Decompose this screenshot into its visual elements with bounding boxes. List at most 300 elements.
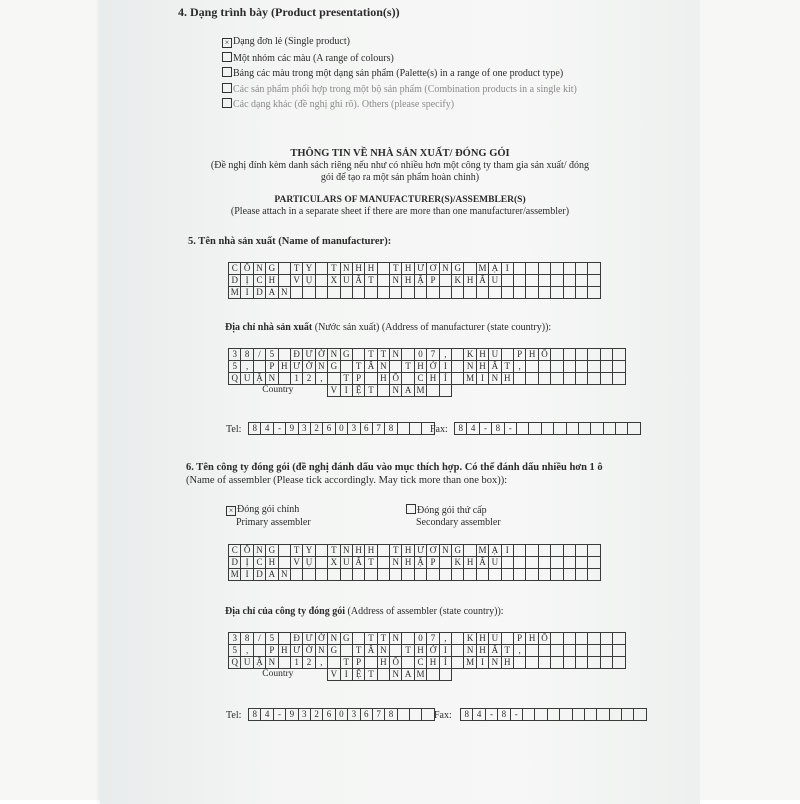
char-cell[interactable]: Ẩ xyxy=(476,275,488,287)
char-cell[interactable] xyxy=(526,557,538,569)
char-cell[interactable]: Ớ xyxy=(427,361,439,373)
char-cell[interactable]: V xyxy=(290,557,302,569)
char-cell[interactable] xyxy=(513,557,525,569)
char-cell[interactable]: K xyxy=(464,633,476,645)
char-cell[interactable]: N xyxy=(315,361,327,373)
char-cell[interactable] xyxy=(551,657,563,669)
digit-cell[interactable] xyxy=(572,709,584,721)
char-cell[interactable] xyxy=(439,569,451,581)
char-cell[interactable]: 8 xyxy=(241,633,253,645)
char-cell[interactable]: P xyxy=(427,557,439,569)
char-cell[interactable]: H xyxy=(278,645,290,657)
digit-cell[interactable]: 8 xyxy=(385,423,397,435)
char-cell[interactable]: H xyxy=(476,633,488,645)
char-cell[interactable]: Q xyxy=(229,657,241,669)
digit-cell[interactable]: 2 xyxy=(310,709,322,721)
char-cell[interactable] xyxy=(575,657,587,669)
char-cell[interactable]: I xyxy=(241,287,253,299)
char-cell[interactable] xyxy=(538,557,550,569)
char-cell[interactable]: H xyxy=(476,361,488,373)
char-cell[interactable]: T xyxy=(352,361,364,373)
char-cell[interactable] xyxy=(563,657,575,669)
char-cell[interactable] xyxy=(452,361,464,373)
char-cell[interactable] xyxy=(315,545,327,557)
char-cell[interactable] xyxy=(315,569,327,581)
digit-cell[interactable]: 3 xyxy=(348,709,360,721)
char-cell[interactable]: H xyxy=(427,657,439,669)
char-cell[interactable] xyxy=(588,349,600,361)
char-cell[interactable]: Í xyxy=(439,373,451,385)
char-cell[interactable]: U xyxy=(489,275,501,287)
char-cell[interactable] xyxy=(538,645,550,657)
char-cell[interactable] xyxy=(613,349,625,361)
char-cell[interactable]: M xyxy=(476,263,488,275)
char-cell[interactable]: Ư xyxy=(414,545,426,557)
option-checkbox[interactable] xyxy=(222,67,232,77)
char-cell[interactable] xyxy=(513,287,525,299)
char-cell[interactable]: P xyxy=(352,373,364,385)
char-cell[interactable]: , xyxy=(439,349,451,361)
char-cell[interactable]: H xyxy=(266,557,278,569)
country-cell[interactable] xyxy=(377,669,389,681)
char-cell[interactable] xyxy=(501,633,513,645)
digit-cell[interactable] xyxy=(578,423,590,435)
char-cell[interactable] xyxy=(588,633,600,645)
char-cell[interactable]: Â xyxy=(365,645,377,657)
char-cell[interactable]: T xyxy=(501,645,513,657)
char-cell[interactable]: N xyxy=(390,557,402,569)
digit-cell[interactable]: - xyxy=(485,709,497,721)
char-cell[interactable] xyxy=(303,569,315,581)
char-cell[interactable]: H xyxy=(464,275,476,287)
char-cell[interactable]: U xyxy=(489,557,501,569)
char-cell[interactable] xyxy=(600,361,612,373)
char-cell[interactable] xyxy=(501,569,513,581)
country-cell[interactable]: N xyxy=(390,385,402,397)
digit-cell[interactable] xyxy=(422,709,434,721)
char-cell[interactable]: M xyxy=(464,373,476,385)
char-cell[interactable]: 5 xyxy=(229,361,241,373)
country-cell[interactable] xyxy=(439,385,451,397)
char-cell[interactable]: A xyxy=(266,287,278,299)
digit-cell[interactable]: 2 xyxy=(310,423,322,435)
char-cell[interactable] xyxy=(439,557,451,569)
char-cell[interactable]: N xyxy=(464,645,476,657)
country-cell[interactable]: Ệ xyxy=(352,669,364,681)
digit-cell[interactable]: - xyxy=(504,423,516,435)
digit-cell[interactable]: 8 xyxy=(385,709,397,721)
char-cell[interactable]: Ậ xyxy=(414,275,426,287)
char-cell[interactable] xyxy=(365,657,377,669)
char-cell[interactable] xyxy=(328,373,340,385)
char-cell[interactable] xyxy=(402,287,414,299)
char-cell[interactable] xyxy=(402,569,414,581)
digit-cell[interactable] xyxy=(554,423,566,435)
digit-cell[interactable] xyxy=(622,709,634,721)
char-cell[interactable]: H xyxy=(365,545,377,557)
char-cell[interactable]: Ạ xyxy=(489,545,501,557)
char-cell[interactable]: N xyxy=(340,545,352,557)
digit-cell[interactable]: 8 xyxy=(492,423,504,435)
digit-cell[interactable]: 6 xyxy=(323,423,335,435)
char-cell[interactable] xyxy=(588,645,600,657)
char-cell[interactable]: Ờ xyxy=(315,349,327,361)
char-cell[interactable]: H xyxy=(526,633,538,645)
char-cell[interactable]: U xyxy=(241,657,253,669)
char-cell[interactable]: H xyxy=(402,263,414,275)
char-cell[interactable]: Ụ xyxy=(303,275,315,287)
char-cell[interactable] xyxy=(377,263,389,275)
char-cell[interactable]: 5 xyxy=(229,645,241,657)
char-cell[interactable]: H xyxy=(464,557,476,569)
char-cell[interactable]: 1 xyxy=(290,373,302,385)
char-cell[interactable]: N xyxy=(266,657,278,669)
char-cell[interactable] xyxy=(613,361,625,373)
char-cell[interactable] xyxy=(439,287,451,299)
char-cell[interactable] xyxy=(538,287,550,299)
char-cell[interactable] xyxy=(278,557,290,569)
char-cell[interactable] xyxy=(563,373,575,385)
char-cell[interactable] xyxy=(563,349,575,361)
char-cell[interactable]: 5 xyxy=(266,349,278,361)
char-cell[interactable] xyxy=(427,569,439,581)
char-cell[interactable] xyxy=(588,361,600,373)
char-cell[interactable] xyxy=(390,569,402,581)
char-cell[interactable] xyxy=(588,263,600,275)
char-cell[interactable] xyxy=(452,373,464,385)
char-cell[interactable]: I xyxy=(476,373,488,385)
char-cell[interactable]: 3 xyxy=(229,633,241,645)
char-cell[interactable]: H xyxy=(402,275,414,287)
char-cell[interactable]: C xyxy=(253,557,265,569)
char-cell[interactable] xyxy=(452,349,464,361)
char-cell[interactable]: D xyxy=(229,275,241,287)
char-cell[interactable]: U xyxy=(340,275,352,287)
char-cell[interactable] xyxy=(526,657,538,669)
char-cell[interactable] xyxy=(588,275,600,287)
char-cell[interactable]: M xyxy=(229,287,241,299)
char-cell[interactable]: Ậ xyxy=(253,657,265,669)
char-cell[interactable] xyxy=(575,373,587,385)
digit-cell[interactable]: - xyxy=(273,423,285,435)
option-checkbox[interactable]: × xyxy=(222,38,232,48)
char-cell[interactable] xyxy=(551,287,563,299)
char-cell[interactable]: D xyxy=(253,287,265,299)
char-cell[interactable] xyxy=(588,657,600,669)
char-cell[interactable]: , xyxy=(315,373,327,385)
char-cell[interactable] xyxy=(551,263,563,275)
char-cell[interactable]: P xyxy=(352,657,364,669)
country-cell[interactable] xyxy=(377,385,389,397)
char-cell[interactable]: H xyxy=(402,545,414,557)
char-cell[interactable] xyxy=(551,633,563,645)
char-cell[interactable]: T xyxy=(365,349,377,361)
char-cell[interactable]: Ư xyxy=(303,349,315,361)
char-cell[interactable]: Ư xyxy=(290,645,302,657)
char-cell[interactable] xyxy=(414,287,426,299)
char-cell[interactable] xyxy=(575,633,587,645)
char-cell[interactable] xyxy=(278,373,290,385)
char-cell[interactable]: Ờ xyxy=(303,361,315,373)
char-cell[interactable] xyxy=(278,349,290,361)
char-cell[interactable] xyxy=(464,263,476,275)
char-cell[interactable]: N xyxy=(439,545,451,557)
char-cell[interactable] xyxy=(600,633,612,645)
char-cell[interactable] xyxy=(575,645,587,657)
char-cell[interactable] xyxy=(390,645,402,657)
char-cell[interactable]: H xyxy=(526,349,538,361)
digit-cell[interactable]: 9 xyxy=(286,709,298,721)
digit-cell[interactable] xyxy=(609,709,621,721)
char-cell[interactable] xyxy=(526,263,538,275)
char-cell[interactable]: 0 xyxy=(414,349,426,361)
char-cell[interactable] xyxy=(340,361,352,373)
digit-cell[interactable]: 6 xyxy=(360,709,372,721)
digit-cell[interactable]: - xyxy=(273,709,285,721)
char-cell[interactable] xyxy=(513,263,525,275)
digit-cell[interactable] xyxy=(529,423,541,435)
char-cell[interactable] xyxy=(575,545,587,557)
char-cell[interactable]: H xyxy=(266,275,278,287)
digit-cell[interactable]: 3 xyxy=(298,423,310,435)
char-cell[interactable]: Ô xyxy=(241,545,253,557)
char-cell[interactable] xyxy=(352,633,364,645)
char-cell[interactable] xyxy=(613,633,625,645)
char-cell[interactable]: Ồ xyxy=(390,657,402,669)
digit-cell[interactable]: 4 xyxy=(261,709,273,721)
char-cell[interactable] xyxy=(377,287,389,299)
primary-assembler-checkbox[interactable]: × xyxy=(226,506,236,516)
char-cell[interactable] xyxy=(439,275,451,287)
char-cell[interactable]: U xyxy=(241,373,253,385)
char-cell[interactable] xyxy=(563,263,575,275)
digit-cell[interactable]: 6 xyxy=(360,423,372,435)
char-cell[interactable] xyxy=(563,287,575,299)
digit-cell[interactable] xyxy=(566,423,578,435)
char-cell[interactable]: H xyxy=(501,657,513,669)
char-cell[interactable]: Ạ xyxy=(489,263,501,275)
country-cell[interactable]: I xyxy=(340,669,352,681)
char-cell[interactable]: Í xyxy=(439,657,451,669)
digit-cell[interactable]: 0 xyxy=(335,423,347,435)
char-cell[interactable]: 7 xyxy=(427,633,439,645)
char-cell[interactable] xyxy=(600,373,612,385)
char-cell[interactable]: Ồ xyxy=(390,373,402,385)
char-cell[interactable]: T xyxy=(290,545,302,557)
char-cell[interactable]: Ư xyxy=(414,263,426,275)
char-cell[interactable]: M xyxy=(229,569,241,581)
char-cell[interactable]: Ậ xyxy=(253,373,265,385)
char-cell[interactable] xyxy=(452,633,464,645)
char-cell[interactable]: H xyxy=(402,557,414,569)
char-cell[interactable] xyxy=(526,373,538,385)
char-cell[interactable]: T xyxy=(377,633,389,645)
digit-cell[interactable]: 8 xyxy=(249,423,261,435)
country-cell[interactable]: Ệ xyxy=(352,385,364,397)
char-cell[interactable] xyxy=(340,287,352,299)
char-cell[interactable]: Đ xyxy=(290,633,302,645)
option-checkbox[interactable] xyxy=(222,98,232,108)
char-cell[interactable]: C xyxy=(414,657,426,669)
char-cell[interactable] xyxy=(390,361,402,373)
char-cell[interactable]: C xyxy=(229,263,241,275)
char-cell[interactable]: Ậ xyxy=(414,557,426,569)
char-cell[interactable]: T xyxy=(340,373,352,385)
char-cell[interactable]: P xyxy=(513,349,525,361)
char-cell[interactable]: N xyxy=(377,361,389,373)
char-cell[interactable]: , xyxy=(241,361,253,373)
char-cell[interactable]: C xyxy=(229,545,241,557)
char-cell[interactable]: 5 xyxy=(266,633,278,645)
char-cell[interactable] xyxy=(588,557,600,569)
country-cell[interactable] xyxy=(427,385,439,397)
country-cell[interactable]: T xyxy=(365,669,377,681)
char-cell[interactable]: / xyxy=(253,633,265,645)
char-cell[interactable]: G xyxy=(328,361,340,373)
secondary-assembler-checkbox[interactable] xyxy=(406,504,416,514)
char-cell[interactable]: Ấ xyxy=(489,645,501,657)
char-cell[interactable]: T xyxy=(390,263,402,275)
char-cell[interactable]: 1 xyxy=(290,657,302,669)
char-cell[interactable] xyxy=(501,557,513,569)
char-cell[interactable]: K xyxy=(452,557,464,569)
char-cell[interactable] xyxy=(538,657,550,669)
char-cell[interactable]: G xyxy=(452,545,464,557)
char-cell[interactable]: G xyxy=(266,545,278,557)
char-cell[interactable] xyxy=(501,287,513,299)
digit-cell[interactable]: 4 xyxy=(261,423,273,435)
char-cell[interactable] xyxy=(600,645,612,657)
char-cell[interactable]: K xyxy=(464,349,476,361)
char-cell[interactable]: U xyxy=(489,633,501,645)
char-cell[interactable] xyxy=(588,373,600,385)
char-cell[interactable] xyxy=(551,545,563,557)
char-cell[interactable] xyxy=(538,275,550,287)
char-cell[interactable] xyxy=(513,569,525,581)
country-cell[interactable]: N xyxy=(390,669,402,681)
char-cell[interactable]: H xyxy=(476,349,488,361)
char-cell[interactable] xyxy=(513,275,525,287)
country-cell[interactable]: I xyxy=(340,385,352,397)
digit-cell[interactable] xyxy=(541,423,553,435)
char-cell[interactable]: N xyxy=(340,263,352,275)
char-cell[interactable] xyxy=(538,263,550,275)
char-cell[interactable]: H xyxy=(278,361,290,373)
char-cell[interactable]: N xyxy=(278,287,290,299)
digit-cell[interactable]: 4 xyxy=(467,423,479,435)
char-cell[interactable] xyxy=(600,657,612,669)
char-cell[interactable]: Ư xyxy=(303,633,315,645)
char-cell[interactable]: G xyxy=(266,263,278,275)
char-cell[interactable] xyxy=(377,569,389,581)
digit-cell[interactable]: - xyxy=(510,709,522,721)
char-cell[interactable] xyxy=(402,657,414,669)
char-cell[interactable]: H xyxy=(427,373,439,385)
char-cell[interactable]: M xyxy=(476,545,488,557)
char-cell[interactable]: C xyxy=(414,373,426,385)
char-cell[interactable]: N xyxy=(266,373,278,385)
char-cell[interactable] xyxy=(513,373,525,385)
char-cell[interactable] xyxy=(563,557,575,569)
char-cell[interactable]: 8 xyxy=(241,349,253,361)
char-cell[interactable] xyxy=(452,287,464,299)
char-cell[interactable] xyxy=(538,361,550,373)
char-cell[interactable]: N xyxy=(439,263,451,275)
digit-cell[interactable]: 7 xyxy=(372,423,384,435)
char-cell[interactable] xyxy=(563,361,575,373)
char-cell[interactable] xyxy=(551,645,563,657)
digit-cell[interactable] xyxy=(560,709,572,721)
char-cell[interactable]: M xyxy=(464,657,476,669)
char-cell[interactable] xyxy=(513,545,525,557)
digit-cell[interactable] xyxy=(603,423,615,435)
char-cell[interactable]: H xyxy=(365,263,377,275)
char-cell[interactable]: N xyxy=(278,569,290,581)
char-cell[interactable] xyxy=(538,373,550,385)
digit-cell[interactable]: 7 xyxy=(372,709,384,721)
char-cell[interactable] xyxy=(328,657,340,669)
char-cell[interactable]: Ẩ xyxy=(476,557,488,569)
char-cell[interactable] xyxy=(563,645,575,657)
digit-cell[interactable] xyxy=(397,423,409,435)
char-cell[interactable]: G xyxy=(340,633,352,645)
char-cell[interactable]: D xyxy=(229,557,241,569)
char-cell[interactable] xyxy=(290,569,302,581)
char-cell[interactable]: N xyxy=(377,645,389,657)
char-cell[interactable]: H xyxy=(501,373,513,385)
char-cell[interactable] xyxy=(352,287,364,299)
char-cell[interactable] xyxy=(464,545,476,557)
digit-cell[interactable] xyxy=(516,423,528,435)
char-cell[interactable]: T xyxy=(365,633,377,645)
char-cell[interactable]: Ị xyxy=(241,275,253,287)
char-cell[interactable]: T xyxy=(328,545,340,557)
char-cell[interactable]: N xyxy=(328,633,340,645)
char-cell[interactable] xyxy=(489,569,501,581)
char-cell[interactable]: A xyxy=(266,569,278,581)
char-cell[interactable]: N xyxy=(489,373,501,385)
digit-cell[interactable]: 8 xyxy=(498,709,510,721)
char-cell[interactable]: H xyxy=(377,657,389,669)
char-cell[interactable] xyxy=(377,545,389,557)
char-cell[interactable] xyxy=(390,287,402,299)
option-checkbox[interactable] xyxy=(222,83,232,93)
char-cell[interactable]: Ớ xyxy=(427,645,439,657)
char-cell[interactable] xyxy=(315,287,327,299)
char-cell[interactable]: Ố xyxy=(538,349,550,361)
char-cell[interactable]: C xyxy=(253,275,265,287)
char-cell[interactable]: G xyxy=(452,263,464,275)
char-cell[interactable]: 2 xyxy=(303,657,315,669)
char-cell[interactable]: H xyxy=(377,373,389,385)
char-cell[interactable] xyxy=(328,287,340,299)
char-cell[interactable]: G xyxy=(328,645,340,657)
char-cell[interactable] xyxy=(290,287,302,299)
digit-cell[interactable] xyxy=(397,709,409,721)
digit-cell[interactable] xyxy=(410,709,422,721)
char-cell[interactable] xyxy=(513,657,525,669)
char-cell[interactable]: I xyxy=(501,545,513,557)
char-cell[interactable] xyxy=(414,569,426,581)
char-cell[interactable] xyxy=(551,349,563,361)
char-cell[interactable] xyxy=(575,569,587,581)
char-cell[interactable]: Y xyxy=(303,545,315,557)
digit-cell[interactable] xyxy=(628,423,640,435)
char-cell[interactable]: , xyxy=(241,645,253,657)
char-cell[interactable] xyxy=(526,275,538,287)
char-cell[interactable] xyxy=(526,645,538,657)
country-cell[interactable] xyxy=(427,669,439,681)
